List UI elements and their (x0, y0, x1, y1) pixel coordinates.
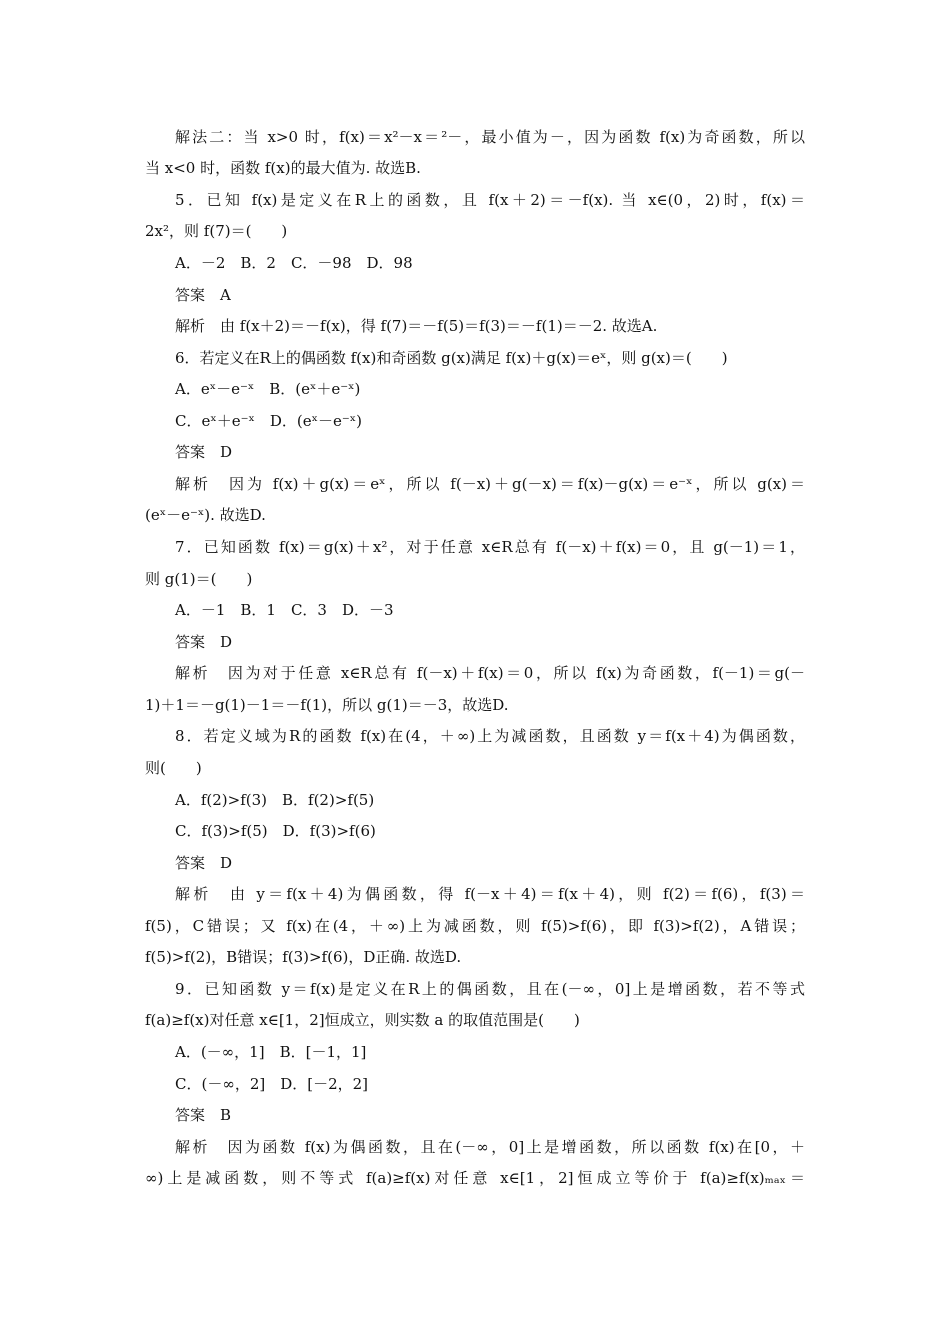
text-line: 答案 A (175, 286, 231, 304)
text-line: 解析 因为 f(x)＋g(x)＝eˣ，所以 f(－x)＋g(－x)＝f(x)－g(x)＝e⁻ˣ，所以 g(x)＝ (175, 475, 805, 493)
text-line: 答案 D (175, 443, 233, 461)
text-line: 5．已知 f(x)是定义在R上的函数，且 f(x＋2)＝－f(x). 当 x∈(0，2)时，f(x)＝ (175, 191, 805, 209)
text-line: 解析 因为函数 f(x)为偶函数，且在(－∞，0]上是增函数，所以函数 f(x)在[0，＋ (175, 1138, 805, 1156)
text-line: 则( ) (145, 759, 202, 777)
text-line: 解析 由 y＝f(x＋4)为偶函数，得 f(－x＋4)＝f(x＋4)，则 f(2)＝f(6)，f(3)＝ (175, 885, 805, 903)
text-line: 2x²，则 f(7)＝( ) (145, 222, 288, 240)
text-line: 9．已知函数 y＝f(x)是定义在R上的偶函数，且在(－∞，0]上是增函数，若不等式 (175, 980, 805, 998)
text-line: f(5)，C错误；又 f(x)在(4，＋∞)上为减函数，则 f(5)>f(6)，即 f(3)>f(2)，A错误； (145, 917, 805, 935)
text-line: 答案 B (175, 1106, 232, 1124)
text-line: A．(－∞，1] B．[－1，1] (175, 1043, 367, 1061)
text-line: (eˣ－e⁻ˣ). 故选D. (145, 506, 266, 524)
text-line: A．eˣ－e⁻ˣ B．(eˣ＋e⁻ˣ) (175, 380, 361, 398)
text-line: f(5)>f(2)，B错误；f(3)>f(6)，D正确. 故选D. (145, 948, 462, 966)
text-line: f(a)≥f(x)对任意 x∈[1，2]恒成立，则实数 a 的取值范围是( ) (145, 1011, 580, 1029)
text-line: 则 g(1)＝( ) (145, 570, 253, 588)
text-line: 当 x<0 时，函数 f(x)的最大值为. 故选B. (145, 159, 421, 177)
text-line: 答案 D (175, 633, 233, 651)
text-line: A．f(2)>f(3) B．f(2)>f(5) (175, 791, 375, 809)
text-line: 解析 因为对于任意 x∈R总有 f(－x)＋f(x)＝0，所以 f(x)为奇函数，f(－1)＝g(－ (175, 664, 805, 682)
text-line: 解析 由 f(x＋2)＝－f(x)，得 f(7)＝－f(5)＝f(3)＝－f(1)＝－2. 故选A. (175, 317, 658, 335)
text-line: 1)＋1＝－g(1)－1＝－f(1)，所以 g(1)＝－3，故选D. (145, 696, 509, 714)
text-line: A．－2 B．2 C．－98 D．98 (175, 254, 413, 272)
text-line: C．(－∞，2] D．[－2，2] (175, 1075, 369, 1093)
text-line: 8．若定义域为R的函数 f(x)在(4，＋∞)上为减函数，且函数 y＝f(x＋4)为偶函数， (175, 727, 805, 745)
text-line: 6．若定义在R上的偶函数 f(x)和奇函数 g(x)满足 f(x)＋g(x)＝eˣ，则 g(x)＝( ) (175, 349, 728, 367)
text-line: C．f(3)>f(5) D．f(3)>f(6) (175, 822, 376, 840)
text-line: A．－1 B．1 C．3 D．－3 (175, 601, 394, 619)
text-line: 解法二：当 x>0 时，f(x)＝x²－x＝²－，最小值为－，因为函数 f(x)为奇函数，所以 (175, 128, 805, 146)
text-line: 7．已知函数 f(x)＝g(x)＋x²，对于任意 x∈R总有 f(－x)＋f(x)＝0，且 g(－1)＝1， (175, 538, 805, 556)
text-line: ∞)上是减函数，则不等式 f(a)≥f(x)对任意 x∈[1，2]恒成立等价于 f(a)≥f(x)ₘₐₓ＝ (145, 1169, 805, 1187)
text-line: 答案 D (175, 854, 233, 872)
text-line: C．eˣ＋e⁻ˣ D．(eˣ－e⁻ˣ) (175, 412, 362, 430)
